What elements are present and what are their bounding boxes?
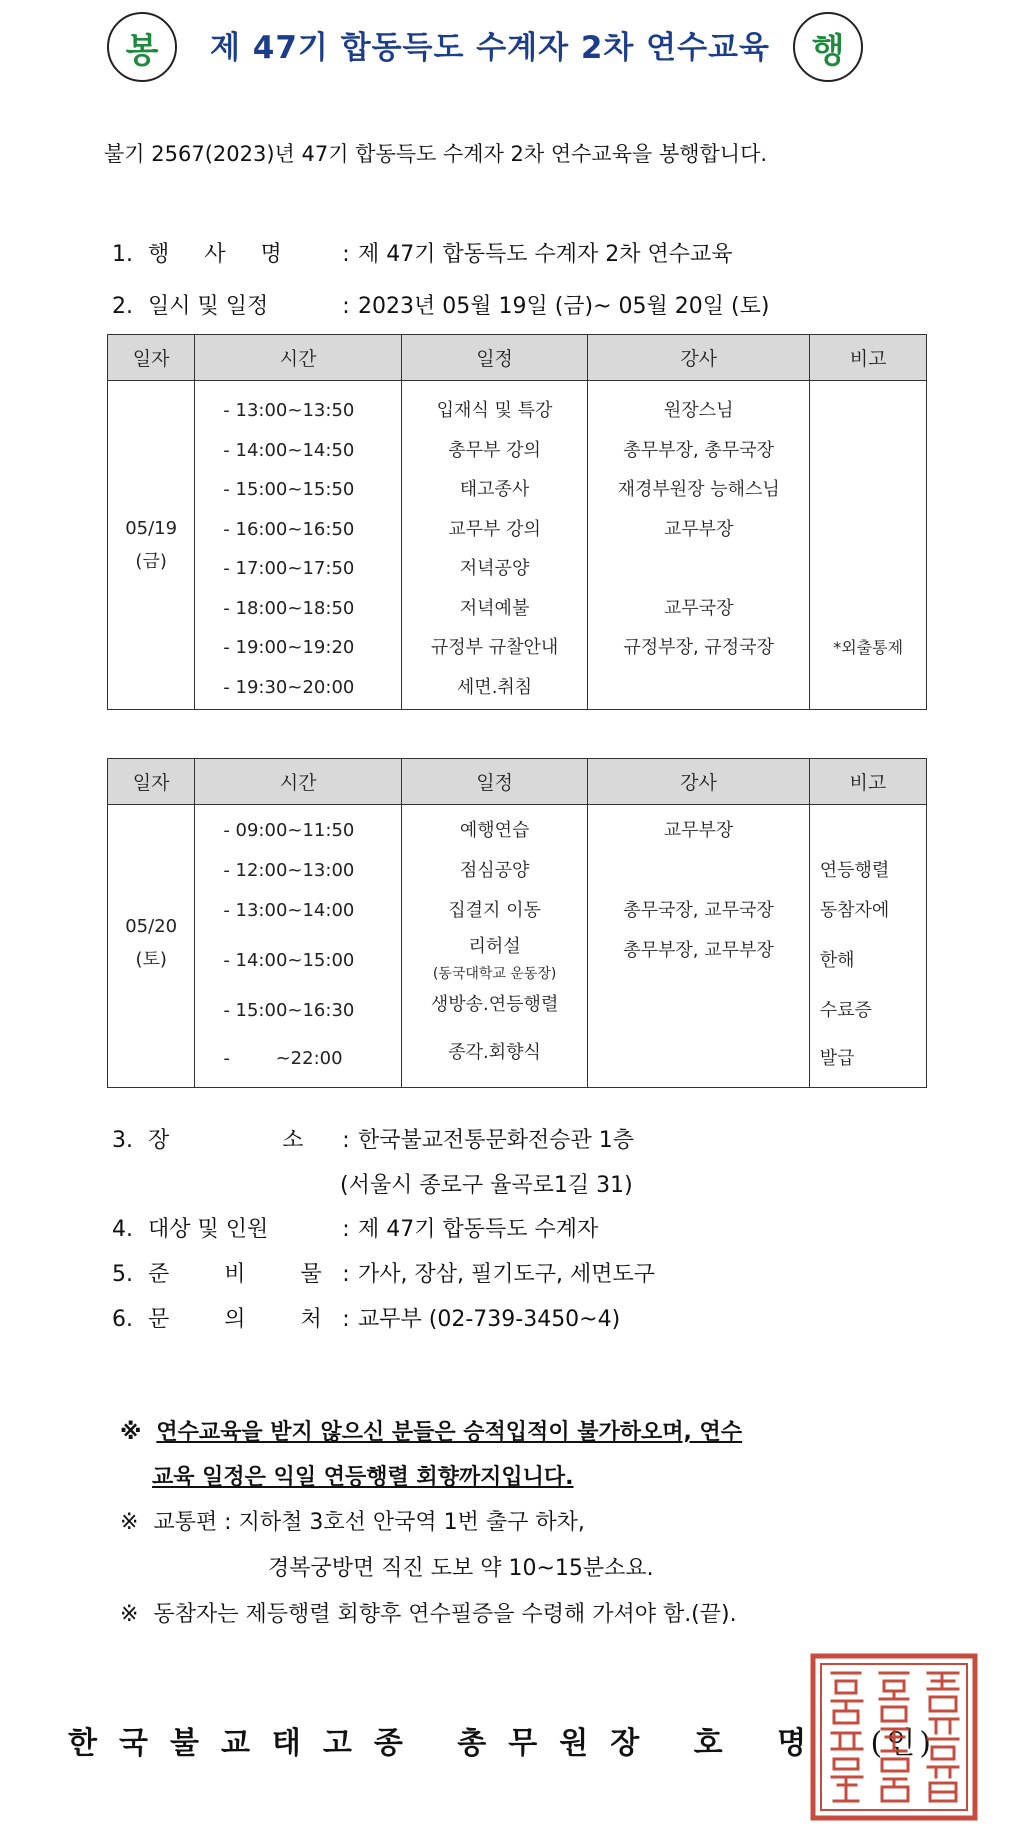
- lecturer-entry: 규정부장, 규정국장: [623, 637, 774, 658]
- signature-line: [68, 1718, 935, 1762]
- item-label: 일시 및 일정: [148, 294, 269, 319]
- lecturer-entry: 총무부장, 교무부장: [623, 940, 774, 961]
- time-entry: - 19:00~19:20: [223, 637, 355, 658]
- header-lecturer: 강사: [588, 759, 810, 805]
- item-contact: [112, 1302, 620, 1333]
- item-target: [112, 1212, 598, 1243]
- item-value: 가사, 장삼, 필기도구, 세면도구: [358, 1262, 655, 1287]
- time-entry: - 13:00~13:50: [223, 400, 355, 421]
- item-value: (서울시 종로구 율곡로1길 31): [340, 1173, 633, 1198]
- date-label: 05/19: [125, 517, 178, 539]
- time-entry: - ~22:00: [223, 1048, 343, 1069]
- note-2-line-2: 경복궁방면 직진 도보 약 10~15분소요.: [268, 1556, 654, 1581]
- item-value: 제 47기 합동득도 수계자 2차 연수교육: [358, 242, 733, 267]
- event-sub-entry: (동국대학교 운동장): [432, 966, 557, 982]
- time-entry: - 16:00~16:50: [223, 518, 355, 540]
- header-event: 일정: [402, 759, 588, 805]
- item-sep: :: [342, 1217, 350, 1242]
- time-entry: - 14:00~15:00: [223, 950, 355, 971]
- event-entry: 리허설: [468, 936, 521, 957]
- time-entry: - 12:00~13:00: [223, 860, 355, 881]
- weekday-label: (토): [135, 948, 167, 970]
- page-title: 제 47기 합동득도 수계자 2차 연수교육: [210, 30, 770, 66]
- item-value: 한국불교전통문화전승관 1층: [358, 1128, 635, 1153]
- item-number: 5.: [112, 1262, 133, 1287]
- event-entry: 총무부 강의: [448, 439, 541, 461]
- table-header-row: [108, 759, 927, 805]
- schedule-table-day1: [107, 334, 927, 710]
- note-entry: 발급: [819, 1048, 855, 1069]
- lecturer-cell: [588, 381, 810, 710]
- item-supplies: [112, 1257, 655, 1288]
- official-seal-icon: [810, 1653, 978, 1821]
- item-label: 문 의 처: [148, 1307, 336, 1332]
- item-value: 제 47기 합동득도 수계자: [358, 1217, 599, 1242]
- time-entry: - 15:00~16:30: [223, 1000, 355, 1021]
- time-cell: [195, 805, 402, 1088]
- item-value: 2023년 05월 19일 (금)~ 05월 20일 (토): [358, 294, 770, 319]
- note-1: [120, 1415, 742, 1446]
- item-event-name: [112, 237, 733, 268]
- event-entry: 입재식 및 특강: [436, 400, 553, 421]
- event-entry: 저녁예불: [459, 597, 530, 619]
- event-cell: [402, 805, 588, 1088]
- item-sep: :: [342, 242, 350, 267]
- note-mark: ※: [120, 1602, 139, 1627]
- note-1-cont: [152, 1460, 574, 1491]
- seal-mark: (인): [870, 1726, 935, 1761]
- item-number: 4.: [112, 1217, 133, 1242]
- note-cell: [809, 805, 926, 1088]
- signer-name: 한국불교태고종 총무원장 호 명: [68, 1726, 829, 1761]
- item-number: 2.: [112, 294, 133, 319]
- weekday-label: (금): [135, 550, 167, 572]
- item-schedule: [112, 289, 769, 320]
- time-entry: - 18:00~18:50: [223, 597, 355, 619]
- time-entry: - 14:00~14:50: [223, 439, 355, 461]
- event-entry: 점심공양: [459, 860, 530, 881]
- item-number: 1.: [112, 242, 133, 267]
- date-label: 05/20: [125, 915, 178, 937]
- lecturer-entry: 총무국장, 교무국장: [623, 900, 774, 921]
- date-cell: [108, 805, 195, 1088]
- item-sep: :: [342, 1307, 350, 1332]
- header-date: 일자: [108, 335, 195, 381]
- note-3: [120, 1597, 737, 1628]
- event-entry: 종각.회향식: [448, 1042, 541, 1063]
- table-row: [108, 381, 927, 710]
- note-mark: ※: [120, 1420, 142, 1445]
- item-label: 준 비 물: [148, 1262, 336, 1287]
- item-location: [112, 1123, 634, 1154]
- lecturer-cell: [588, 805, 810, 1088]
- note-cell: [810, 381, 927, 710]
- note-entry: *외출통제: [833, 638, 904, 657]
- time-cell: [195, 381, 402, 710]
- header-time: 시간: [195, 759, 402, 805]
- note-3-text: 동참자는 제등행렬 회향후 연수필증을 수령해 가셔야 함.(끝).: [153, 1602, 737, 1627]
- right-badge: 행: [793, 12, 863, 82]
- item-number: 6.: [112, 1307, 133, 1332]
- item-sep: :: [342, 1262, 350, 1287]
- lecturer-entry: 원장스님: [663, 400, 734, 421]
- lecturer-entry: [588, 668, 809, 708]
- note-entry: 한해: [819, 950, 855, 971]
- time-entry: - 19:30~20:00: [223, 676, 355, 698]
- intro-text: 불기 2567(2023)년 47기 합동득도 수계자 2차 연수교육을 봉행합니다.: [104, 142, 768, 166]
- header-lecturer: 강사: [588, 335, 810, 381]
- item-address: [340, 1168, 633, 1199]
- event-entry: 생방송.연등행렬: [430, 994, 559, 1015]
- lecturer-entry: 교무부장: [663, 820, 734, 841]
- item-value: 교무부 (02-739-3450~4): [358, 1307, 621, 1332]
- header-time: 시간: [195, 335, 402, 381]
- time-entry: - 15:00~15:50: [223, 479, 355, 500]
- note-1-line-2: 교육 일정은 익일 연등행렬 회향까지입니다.: [152, 1465, 574, 1490]
- note-mark: ※: [120, 1510, 139, 1535]
- header-note: 비고: [810, 335, 927, 381]
- lecturer-entry: 교무부장: [663, 518, 734, 540]
- item-sep: :: [342, 294, 350, 319]
- item-sep: :: [342, 1128, 350, 1153]
- event-cell: [401, 381, 587, 710]
- header-event: 일정: [401, 335, 587, 381]
- event-entry: 세면.취침: [456, 676, 533, 698]
- event-entry: 태고종사: [459, 479, 530, 500]
- event-entry: 교무부 강의: [448, 518, 541, 540]
- left-badge: 봉: [107, 12, 177, 82]
- lecturer-entry: 재경부원장 능해스님: [617, 479, 780, 500]
- event-entry: 집결지 이동: [448, 900, 541, 921]
- time-entry: - 17:00~17:50: [223, 558, 355, 579]
- item-number: 3.: [112, 1128, 133, 1153]
- item-label: 행 사 명: [148, 242, 296, 267]
- schedule-table-day2: [107, 758, 927, 1088]
- header-note: 비고: [809, 759, 926, 805]
- table-row: [108, 805, 927, 1088]
- item-label: 대상 및 인원: [148, 1217, 269, 1242]
- note-entry: 연등행렬: [819, 860, 890, 881]
- item-label: 장 소: [148, 1128, 314, 1153]
- note-entry: 수료증: [819, 1000, 872, 1021]
- date-cell: [108, 381, 195, 710]
- event-entry: 저녁공양: [459, 558, 530, 579]
- lecturer-entry: 총무부장, 총무국장: [623, 439, 774, 461]
- time-entry: - 13:00~14:00: [223, 900, 355, 921]
- note-2-line-1: 교통편 : 지하철 3호선 안국역 1번 출구 하차,: [153, 1510, 585, 1535]
- header-date: 일자: [108, 759, 195, 805]
- table-header-row: [108, 335, 927, 381]
- lecturer-entry: [588, 549, 809, 589]
- lecturer-entry: 교무국장: [663, 597, 734, 619]
- note-2-cont: [268, 1551, 654, 1582]
- note-2: [120, 1505, 585, 1536]
- note-1-line-1: 연수교육을 받지 않으신 분들은 승적입적이 불가하오며, 연수: [156, 1420, 743, 1445]
- event-entry: 예행연습: [459, 820, 530, 841]
- event-entry: 규정부 규찰안내: [430, 637, 559, 658]
- note-entry: 동참자에: [819, 900, 890, 921]
- time-entry: - 09:00~11:50: [223, 820, 355, 841]
